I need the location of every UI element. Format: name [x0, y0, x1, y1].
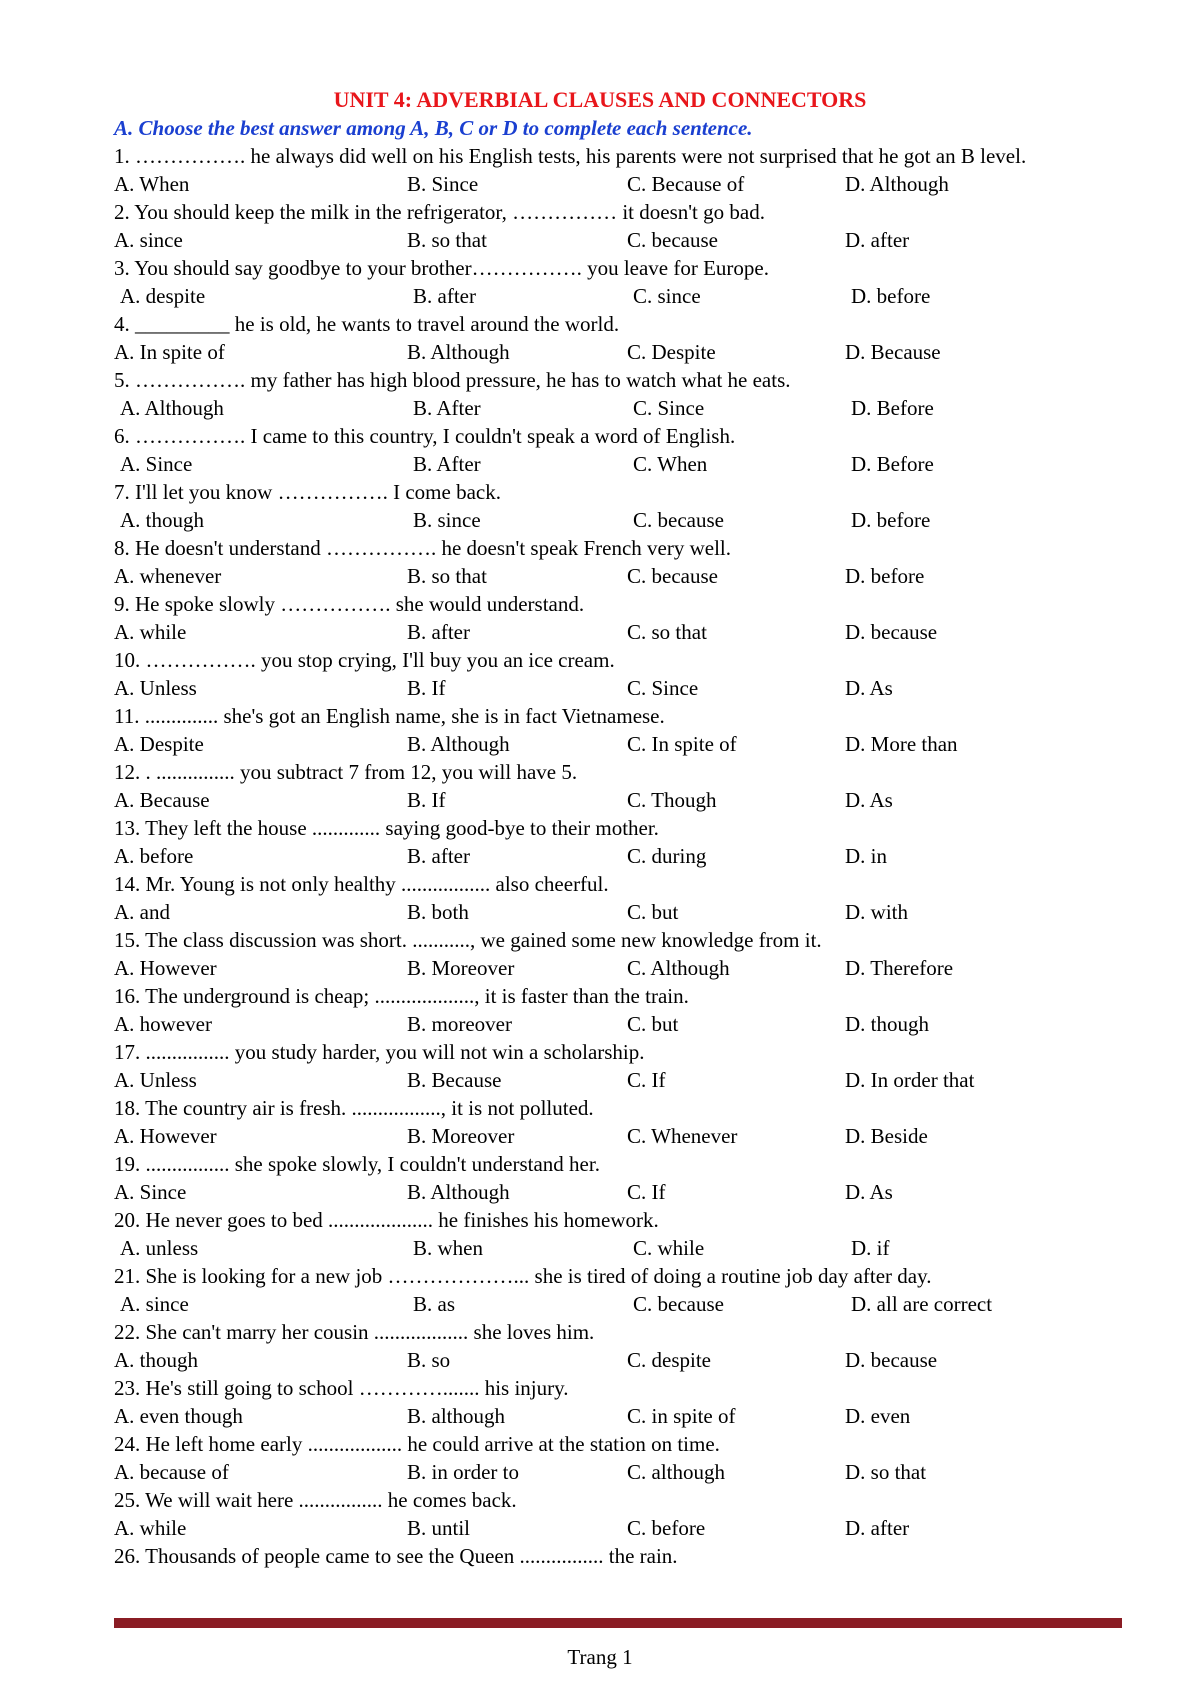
option-b: B. After: [413, 396, 481, 420]
option-c: C. despite: [627, 1348, 711, 1372]
question-stem: 17. ................ you study harder, you will not win a scholarship.: [114, 1040, 645, 1064]
option-d: D. if: [851, 1236, 890, 1260]
option-d: D. even: [845, 1404, 911, 1428]
option-b: B. so that: [407, 228, 487, 252]
option-a: A. despite: [120, 284, 206, 308]
options-row: [114, 898, 1114, 926]
option-d: D. As: [845, 788, 893, 812]
option-a: A. though: [114, 1348, 198, 1372]
question-stem: 13. They left the house ............. saying good-bye to their mother.: [114, 816, 659, 840]
question-list: [114, 142, 1114, 1570]
option-b: B. since: [413, 508, 481, 532]
question-stem: 12. . ............... you subtract 7 from 12, you will have 5.: [114, 760, 578, 784]
question-stem: 1. ……………. he always did well on his English tests, his parents were not surprised that he got an B level.: [114, 144, 1027, 168]
option-c: C. so that: [627, 620, 707, 644]
option-a: A. In spite of: [114, 340, 225, 364]
options-row: [114, 170, 1114, 198]
option-d: D. before: [851, 284, 931, 308]
option-d: D. because: [845, 620, 938, 644]
option-d: D. because: [845, 1348, 938, 1372]
option-d: D. More than: [845, 732, 958, 756]
option-c: C. but: [627, 1012, 679, 1036]
question-stem: 15. The class discussion was short. ..........., we gained some new knowledge from it.: [114, 928, 822, 952]
option-a: A. though: [120, 508, 204, 532]
question-stem: 25. We will wait here ................ he comes back.: [114, 1488, 517, 1512]
option-d: D. Because: [845, 340, 941, 364]
question-stem: 18. The country air is fresh. ................., it is not polluted.: [114, 1096, 594, 1120]
option-b: B. so: [407, 1348, 451, 1372]
option-b: B. after: [407, 620, 470, 644]
options-row: [114, 562, 1114, 590]
option-b: B. Because: [407, 1068, 502, 1092]
options-row: [114, 450, 1114, 478]
option-d: D. As: [845, 1180, 893, 1204]
option-d: D. after: [845, 1516, 910, 1540]
option-c: C. before: [627, 1516, 706, 1540]
question-stem: 19. ................ she spoke slowly, I couldn't understand her.: [114, 1152, 600, 1176]
option-d: D. In order that: [845, 1068, 975, 1092]
options-row: [114, 394, 1114, 422]
option-d: D. in: [845, 844, 887, 868]
section-heading: A. Choose the best answer among A, B, C or D to complete each sentence.: [114, 116, 753, 140]
option-a: A. Because: [114, 788, 210, 812]
question-stem: 2. You should keep the milk in the refrigerator, …………… it doesn't go bad.: [114, 200, 765, 224]
options-row: [114, 338, 1114, 366]
page-number: Trang 1: [567, 1645, 633, 1669]
options-row: [114, 1290, 1114, 1318]
options-row: [114, 1514, 1114, 1542]
option-b: B. Moreover: [407, 1124, 515, 1148]
options-row: [114, 954, 1114, 982]
options-row: [114, 1122, 1114, 1150]
option-c: C. but: [627, 900, 679, 924]
options-row: [114, 1458, 1114, 1486]
question-stem: 8. He doesn't understand ……………. he doesn't speak French very well.: [114, 536, 732, 560]
option-a: A. since: [114, 228, 183, 252]
question-stem: 14. Mr. Young is not only healthy ................. also cheerful.: [114, 872, 609, 896]
option-d: D. Therefore: [845, 956, 954, 980]
option-a: A. unless: [120, 1236, 199, 1260]
question-stem: 23. He's still going to school …………....... his injury.: [114, 1376, 569, 1400]
option-d: D. before: [845, 564, 925, 588]
options-row: [114, 1346, 1114, 1374]
option-c: C. Because of: [627, 172, 745, 196]
question-stem: 26. Thousands of people came to see the Queen ................ the rain.: [114, 1544, 678, 1568]
option-c: C. Although: [627, 956, 730, 980]
option-b: B. Although: [407, 1180, 510, 1204]
option-b: B. Since: [407, 172, 479, 196]
option-a: A. Although: [120, 396, 224, 420]
question-stem: 21. She is looking for a new job ………………... she is tired of doing a routine job day after day.: [114, 1264, 932, 1288]
options-row: [114, 618, 1114, 646]
option-d: D. Beside: [845, 1124, 928, 1148]
question-stem: 10. ……………. you stop crying, I'll buy you an ice cream.: [114, 648, 615, 672]
unit-title: UNIT 4: ADVERBIAL CLAUSES AND CONNECTORS: [333, 87, 867, 112]
question-stem: 16. The underground is cheap; ..................., it is faster than the train.: [114, 984, 689, 1008]
option-d: D. with: [845, 900, 908, 924]
question-stem: 7. I'll let you know ……………. I come back.: [114, 480, 501, 504]
option-a: A. However: [114, 1124, 217, 1148]
option-c: C. Whenever: [627, 1124, 738, 1148]
option-d: D. after: [845, 228, 910, 252]
option-a: A. because of: [114, 1460, 229, 1484]
option-c: C. because: [627, 564, 718, 588]
option-b: B. Although: [407, 732, 510, 756]
options-row: [114, 282, 1114, 310]
option-a: A. however: [114, 1012, 212, 1036]
option-c: C. during: [627, 844, 707, 868]
question-stem: 4. _________ he is old, he wants to travel around the world.: [114, 312, 620, 336]
option-b: B. after: [407, 844, 470, 868]
option-b: B. as: [413, 1292, 455, 1316]
option-b: B. After: [413, 452, 481, 476]
option-a: A. whenever: [114, 564, 222, 588]
option-c: C. in spite of: [627, 1404, 736, 1428]
option-d: D. Before: [851, 396, 934, 420]
question-stem: 20. He never goes to bed .................... he finishes his homework.: [114, 1208, 659, 1232]
option-a: A. However: [114, 956, 217, 980]
question-stem: 5. ……………. my father has high blood pressure, he has to watch what he eats.: [114, 368, 791, 392]
option-a: A. Despite: [114, 732, 204, 756]
option-b: B. until: [407, 1516, 471, 1540]
question-stem: 22. She can't marry her cousin .................. she loves him.: [114, 1320, 595, 1344]
option-b: B. If: [407, 676, 446, 700]
options-row: [114, 674, 1114, 702]
option-d: D. As: [845, 676, 893, 700]
option-d: D. all are correct: [851, 1292, 993, 1316]
option-c: C. When: [633, 452, 708, 476]
option-c: C. because: [633, 1292, 724, 1316]
options-row: [114, 1066, 1114, 1094]
option-a: A. even though: [114, 1404, 243, 1428]
option-a: A. Unless: [114, 1068, 197, 1092]
option-c: C. while: [633, 1236, 705, 1260]
option-c: C. since: [633, 284, 701, 308]
option-a: A. Since: [114, 1180, 187, 1204]
option-b: B. after: [413, 284, 476, 308]
option-c: C. because: [627, 228, 718, 252]
option-b: B. when: [413, 1236, 483, 1260]
question-stem: 11. .............. she's got an English name, she is in fact Vietnamese.: [114, 704, 665, 728]
option-d: D. Although: [845, 172, 949, 196]
options-row: [114, 506, 1114, 534]
question-stem: 24. He left home early .................. he could arrive at the station on time.: [114, 1432, 720, 1456]
option-a: A. Unless: [114, 676, 197, 700]
options-row: [114, 1402, 1114, 1430]
option-a: A. Since: [120, 452, 193, 476]
question-stem: 9. He spoke slowly ……………. she would understand.: [114, 592, 585, 616]
option-a: A. and: [114, 900, 170, 924]
option-a: A. while: [114, 620, 187, 644]
option-d: D. before: [851, 508, 931, 532]
option-c: C. Since: [627, 676, 699, 700]
option-a: A. since: [120, 1292, 189, 1316]
option-c: C. Despite: [627, 340, 716, 364]
option-d: D. though: [845, 1012, 929, 1036]
option-a: A. When: [114, 172, 190, 196]
option-b: B. moreover: [407, 1012, 512, 1036]
option-c: C. Since: [633, 396, 705, 420]
options-row: [114, 730, 1114, 758]
options-row: [114, 842, 1114, 870]
option-a: A. before: [114, 844, 194, 868]
option-b: B. If: [407, 788, 446, 812]
options-row: [114, 1010, 1114, 1038]
option-b: B. Moreover: [407, 956, 515, 980]
option-c: C. In spite of: [627, 732, 737, 756]
option-b: B. both: [407, 900, 469, 924]
options-row: [114, 1178, 1114, 1206]
option-b: B. so that: [407, 564, 487, 588]
option-d: D. so that: [845, 1460, 927, 1484]
option-b: B. although: [407, 1404, 505, 1428]
question-stem: 6. ……………. I came to this country, I couldn't speak a word of English.: [114, 424, 736, 448]
option-c: C. because: [633, 508, 724, 532]
options-row: [114, 786, 1114, 814]
footer-divider: [114, 1618, 1122, 1628]
option-c: C. If: [627, 1068, 666, 1092]
options-row: [114, 226, 1114, 254]
option-b: B. Although: [407, 340, 510, 364]
options-row: [114, 1234, 1114, 1262]
option-a: A. while: [114, 1516, 187, 1540]
option-c: C. Though: [627, 788, 717, 812]
question-stem: 3. You should say goodbye to your brother……………. you leave for Europe.: [114, 256, 769, 280]
option-c: C. although: [627, 1460, 725, 1484]
option-b: B. in order to: [407, 1460, 519, 1484]
option-d: D. Before: [851, 452, 934, 476]
option-c: C. If: [627, 1180, 666, 1204]
